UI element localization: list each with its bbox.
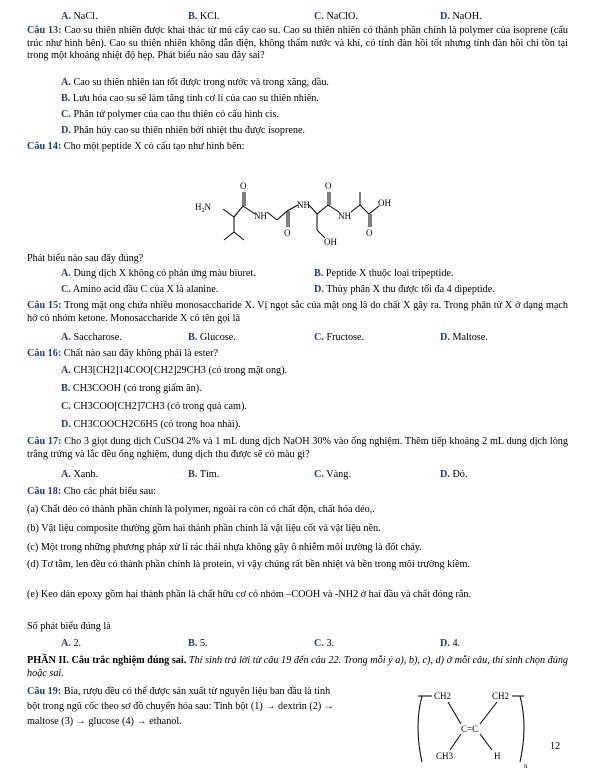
q19-line-1: Câu 19: Bia, rượu đều có thể được sản xuất từ nguyên liệu ban đầu là tinh [27, 686, 331, 697]
q12-option-b[interactable]: B. KCl. [188, 11, 220, 22]
q18-stem: Câu 18: Cho các phát biểu sau: [27, 486, 157, 497]
q14-option-d[interactable]: D. Thủy phân X thu được tối đa 4 dipeptide. [314, 284, 495, 295]
q17-stem: Câu 17: Cho 3 giọt dung dịch CuSO4 2% và 1 mL dung dịch NaOH 30% vào ống nghiệm. Thêm tiếp khoảng 2 mL dung dịch lòng trắng trứng và lắc đều ống nghiệm, dung dịch thu được sẽ có màu gì? [27, 436, 568, 460]
q12-option-a[interactable]: A. NaCl. [61, 11, 98, 22]
page-number: 12 [550, 741, 561, 752]
q15-option-a[interactable]: A. Saccharose. [61, 332, 122, 343]
q18-option-d[interactable]: D. 4. [440, 638, 461, 649]
isoprene-double-bond: C=C [461, 724, 479, 734]
q17-option-d[interactable]: D. Đỏ. [440, 469, 468, 480]
q14-question: Phát biểu nào sau đây đúng? [27, 253, 144, 264]
q16-option-d[interactable]: D. CH3COOCH2C6H5 (có trong hoa nhài). [61, 419, 241, 430]
nh-label-1: NH [254, 211, 267, 221]
isoprene-ch3: CH3 [436, 751, 454, 761]
q13-option-b[interactable]: B. Lưu hóa cao su sẽ làm tăng tính cơ lí của cao su thiên nhiên. [61, 93, 319, 104]
q19-line-3: maltose (3) → glucose (4) → ethanol. [27, 716, 182, 727]
peptide-structure [195, 174, 395, 260]
q12-option-c[interactable]: C. NaClO. [314, 11, 358, 22]
q16-option-b[interactable]: B. CH3COOH (có trong giấm ăn). [61, 383, 202, 394]
isoprene-n: n [524, 762, 528, 770]
q14-stem: Câu 14: Cho một peptide X có cấu tạo như hình bên: [27, 141, 245, 152]
nh-label-2: NH [297, 200, 310, 210]
q14-option-a[interactable]: A. Dung dịch X không có phản ứng màu biuret. [61, 268, 256, 279]
q18-option-a[interactable]: A. 2. [61, 638, 82, 649]
q15-option-c[interactable]: C. Fructose. [314, 332, 365, 343]
q13-stem: Câu 13: Cao su thiên nhiên được khai thác từ mủ cây cao su. Cao su thiên nhiên có thành phần chính là polymer của isoprene (cấu trúc như hình bên). Cao su thiên nhiên không dẫn điện, không thấm nước và khí, có tính đàn hồi tốt nhưng tính đàn hồi chỉ tồn tại trong một khoảng nhiệt độ hẹp. Phát biểu nào sau đây sai? [27, 25, 568, 61]
nh-label-3: NH [338, 211, 351, 221]
carbonyl-o-2: O [284, 228, 291, 238]
q18-statement-b: (b) Vật liệu composite thường gồm hai thành phần chính là vật liệu cốt và vật liệu nền. [27, 523, 381, 534]
q15-option-d[interactable]: D. Maltose. [440, 332, 488, 343]
q19-line-2: bột trong ngũ cốc theo sơ đồ chuyển hóa sau: Tinh bột (1) → dextrin (2) → [27, 701, 335, 712]
q16-option-c[interactable]: C. CH3COO[CH2]7CH3 (có trong quả cam). [61, 401, 247, 412]
isoprene-h: H [494, 751, 501, 761]
q13-option-c[interactable]: C. Phân tử polymer của cao thu thiên có cấu hình cis. [61, 109, 279, 120]
q17-option-c[interactable]: C. Vàng. [314, 469, 351, 480]
q16-stem: Câu 16: Chất nào sau đây không phải là ester? [27, 348, 218, 359]
q18-statement-a: (a) Chất dẻo có thành phần chính là polymer, ngoài ra còn có chất độn, chất hóa dẻo,. [27, 504, 375, 515]
q15-option-b[interactable]: B. Glucose. [188, 332, 236, 343]
carbonyl-o-4: O [366, 228, 373, 238]
q18-statement-e: (e) Keo dán epoxy gồm hai thành phần là chất hữu cơ có nhóm –COOH và -NH2 ở hai đầu và chất đóng rắn. [27, 589, 472, 600]
q18-option-b[interactable]: B. 5. [188, 638, 208, 649]
carbonyl-o-1: O [240, 181, 247, 191]
isoprene-structure [410, 682, 560, 776]
part2-heading: PHẦN II. Câu trắc nghiệm đúng sai. Thí sinh trả lời từ câu 19 đến câu 22. Trong mỗi ý a), b), c), d) ở mỗi câu, thí sinh chọn đúng hoặc sai. [27, 655, 569, 679]
q14-option-c[interactable]: C. Amino acid đầu C của X là alanine. [61, 284, 219, 295]
oh-label-2: OH [378, 198, 391, 208]
q13-option-a[interactable]: A. Cao su thiên nhiên tan tốt được trong nước và trong xăng, dầu. [61, 77, 329, 88]
carbonyl-o-3: O [325, 181, 332, 191]
isoprene-ch2-right: CH2 [492, 691, 510, 701]
isoprene-ch2-left: CH2 [434, 691, 452, 701]
q17-option-a[interactable]: A. Xanh. [61, 469, 99, 480]
q13-option-d[interactable]: D. Phân hủy cao su thiên nhiên bởi nhiệt thu được isoprene. [61, 125, 306, 136]
q18-count-question: Số phát biểu đúng là [27, 621, 111, 632]
q18-statement-d: (d) Tơ tằm, len đều có thành phần chính là protein, vì vậy chúng rất bền nhiệt và bền trong môi trường kiềm. [27, 559, 471, 570]
q18-option-c[interactable]: C. 3. [314, 638, 335, 649]
q17-option-b[interactable]: B. Tím. [188, 469, 220, 480]
oh-label-1: OH [324, 237, 337, 247]
q15-stem: Câu 15: Trong mật ong chứa nhiều monosaccharide X. Vị ngọt sắc của mật ong là do chất X gây ra. Trong phân tử X ở dạng mạch hở có nhóm ketone. Monosaccharide X có tên gọi là [27, 300, 568, 324]
q14-option-b[interactable]: B. Peptide X thuộc loại tripeptide. [314, 268, 454, 279]
q18-statement-c: (c) Một trong những phương pháp xử lí rác thải nhựa không gây ô nhiễm môi trường là đốt cháy. [27, 542, 422, 553]
q16-option-a[interactable]: A. CH3[CH2]14COO[CH2]29CH3 (có trong mật ong). [61, 365, 288, 376]
q12-option-d[interactable]: D. NaOH. [440, 11, 482, 22]
h2n-label: $H_2N$ [195, 202, 211, 214]
